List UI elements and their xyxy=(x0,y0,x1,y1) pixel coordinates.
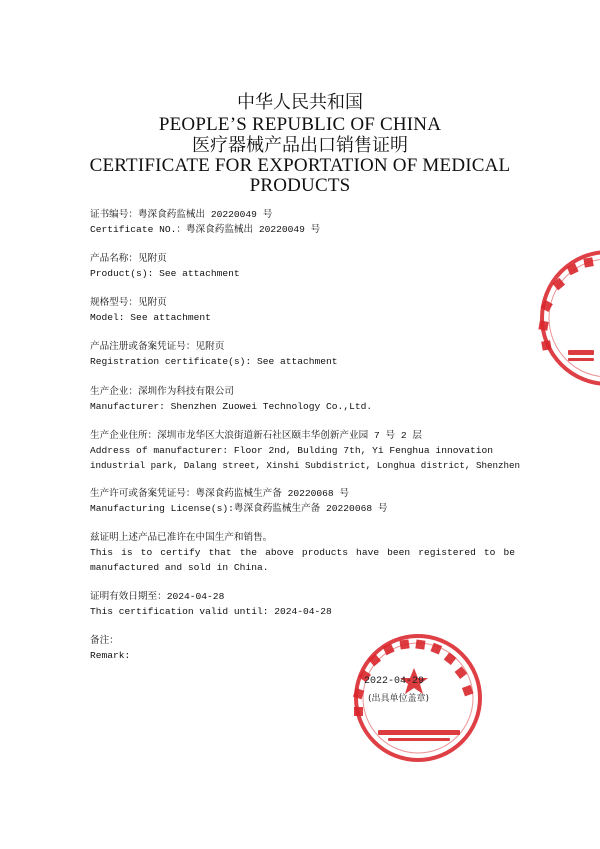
valid-until-en: This certification valid until: 2024-04-28 xyxy=(90,606,332,617)
registration-cn: 产品注册或备案凭证号：见附页 xyxy=(90,341,225,352)
license-cn: 生产许可或备案凭证号：粤深食药监械生产备 20220068 号 xyxy=(90,488,350,499)
certificate-title-cn: 医疗器械产品出口销售证明 xyxy=(192,135,408,156)
manufacturer-en: Manufacturer: Shenzhen Zuowei Technology Co.,Ltd. xyxy=(90,401,373,412)
certify-statement-cn: 兹证明上述产品已准许在中国生产和销售。 xyxy=(90,532,273,543)
issue-note: (出具单位盖章) xyxy=(368,694,430,704)
country-title-cn: 中华人民共和国 xyxy=(237,92,363,113)
product-name-en: Product(s): See attachment xyxy=(90,268,240,279)
license-en: Manufacturing License(s):粤深食药监械生产备 20220068 号 xyxy=(90,503,388,514)
remark-en: Remark: xyxy=(90,650,131,661)
certify-statement-en-line1: This is to certify that the above products have been registered to be xyxy=(90,547,515,558)
certificate-title-en-line1: CERTIFICATE FOR EXPORTATION OF MEDICAL xyxy=(89,155,511,176)
product-name-cn: 产品名称：见附页 xyxy=(90,253,167,264)
model-cn: 规格型号：见附页 xyxy=(90,297,167,308)
certificate-number-en: Certificate NO.：粤深食药监械出 20220049 号 xyxy=(90,224,321,235)
address-cn: 生产企业住所：深圳市龙华区大浪街道新石社区颐丰华创新产业园 7 号 2 层 xyxy=(90,430,422,441)
address-en-line2: industrial park, Dalang street, Xinshi Subdistrict, Longhua district, Shenzhen xyxy=(90,460,521,471)
certificate-number-cn: 证书编号：粤深食药监械出 20220049 号 xyxy=(90,209,273,220)
issue-date: 2022-04-29 xyxy=(364,676,425,687)
remark-cn: 备注： xyxy=(90,635,119,646)
certify-statement-en-line2: manufactured and sold in China. xyxy=(90,562,269,573)
official-seal-partial-icon xyxy=(530,250,600,400)
registration-en: Registration certificate(s): See attachment xyxy=(90,356,338,367)
manufacturer-cn: 生产企业：深圳作为科技有限公司 xyxy=(90,386,234,397)
model-en: Model: See attachment xyxy=(90,312,211,323)
valid-until-cn: 证明有效日期至：2024-04-28 xyxy=(90,591,225,602)
certificate-title-en-line2: PRODUCTS xyxy=(249,175,351,196)
address-en-line1: Address of manufacturer: Floor 2nd, Bulding 7th, Yi Fenghua innovation xyxy=(90,445,494,456)
country-title-en: PEOPLE’S REPUBLIC OF CHINA xyxy=(158,114,442,135)
